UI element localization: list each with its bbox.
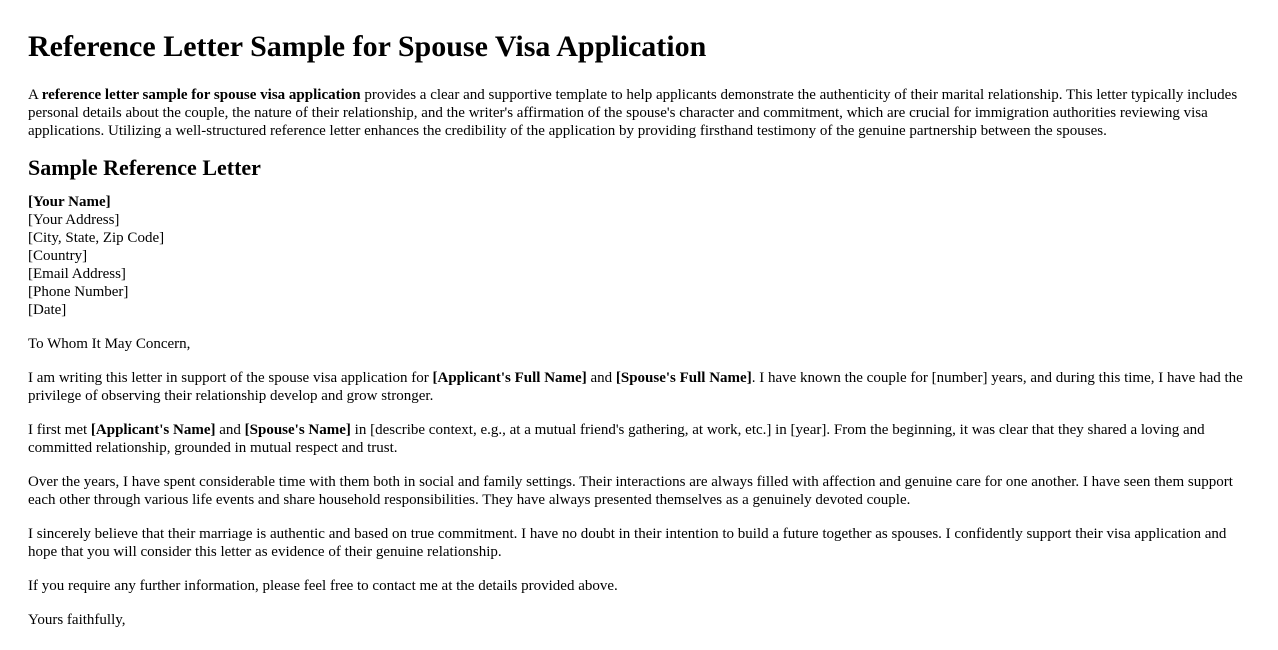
sender-phone: [Phone Number] [28,284,129,300]
letter-paragraph-3: Over the years, I have spent considerable time with them both in social and family settings. Their interactions are always filled with affection and genuine care for one another. I have seen them support each other through various life events and share household responsibilities. They have always presented themselves as a genuinely devoted couple. [28,474,1233,508]
p2-applicant: [Applicant's Name] [90,422,216,438]
letter-paragraph-1 [28,369,1250,405]
sender-country: [Country] [28,248,88,264]
letter-paragraph-5: If you require any further information, please feel free to contact me at the details provided above. [28,578,618,594]
page-title: Reference Letter Sample for Spouse Visa Application [28,30,707,63]
intro-text: provides a clear and supportive template to help applicants demonstrate the authenticity of their marital relationship. This letter typically includes personal details about the couple, the nature of their relationship, and the writer's affirmation of the spouse's character and commitment, which are crucial for immigration authorities reviewing visa applications. Utilizing a well-structured reference letter enhances the credibility of the application by providing firsthand testimony of the genuine partnership between the spouses. [28,87,1238,139]
intro-prefix: A [28,87,42,103]
p1-text-c: and [586,370,616,386]
p1-text-e: . I have known the couple for [number] years, and during this time, I have had the privilege of observing their relationship develop and grow stronger. [28,370,1243,404]
p2-text-a: I first met [28,422,91,438]
p2-text-e: in [describe context, e.g., at a mutual friend's gathering, at work, etc.] in [year]. From the beginning, it was clear that they shared a loving and committed relationship, grounded in mutual respect and trust. [28,422,1205,456]
sender-address: [Your Address] [28,212,120,228]
p1-spouse: [Spouse's Full Name] [615,370,752,386]
section-title: Sample Reference Letter [28,155,261,180]
sender-date: [Date] [28,302,67,318]
sender-city: [City, State, Zip Code] [28,230,165,246]
letter-paragraph-2 [28,421,1250,457]
p1-applicant: [Applicant's Full Name] [432,370,587,386]
p1-text-a: I am writing this letter in support of the spouse visa application for [28,370,433,386]
sender-email: [Email Address] [28,266,126,282]
sender-block [28,193,1250,319]
salutation: To Whom It May Concern, [28,336,191,352]
p2-spouse: [Spouse's Name] [244,422,351,438]
sender-name: [Your Name] [28,194,111,210]
intro-keyword: reference letter sample for spouse visa application [41,87,361,103]
closing: Yours faithfully, [28,612,126,628]
document-page [28,0,1250,629]
intro-paragraph [28,86,1250,140]
p2-text-c: and [215,422,245,438]
letter-paragraph-4: I sincerely believe that their marriage is authentic and based on true commitment. I have no doubt in their intention to build a future together as spouses. I confidently support their visa application and hope that you will consider this letter as evidence of their genuine relationship. [28,526,1227,560]
